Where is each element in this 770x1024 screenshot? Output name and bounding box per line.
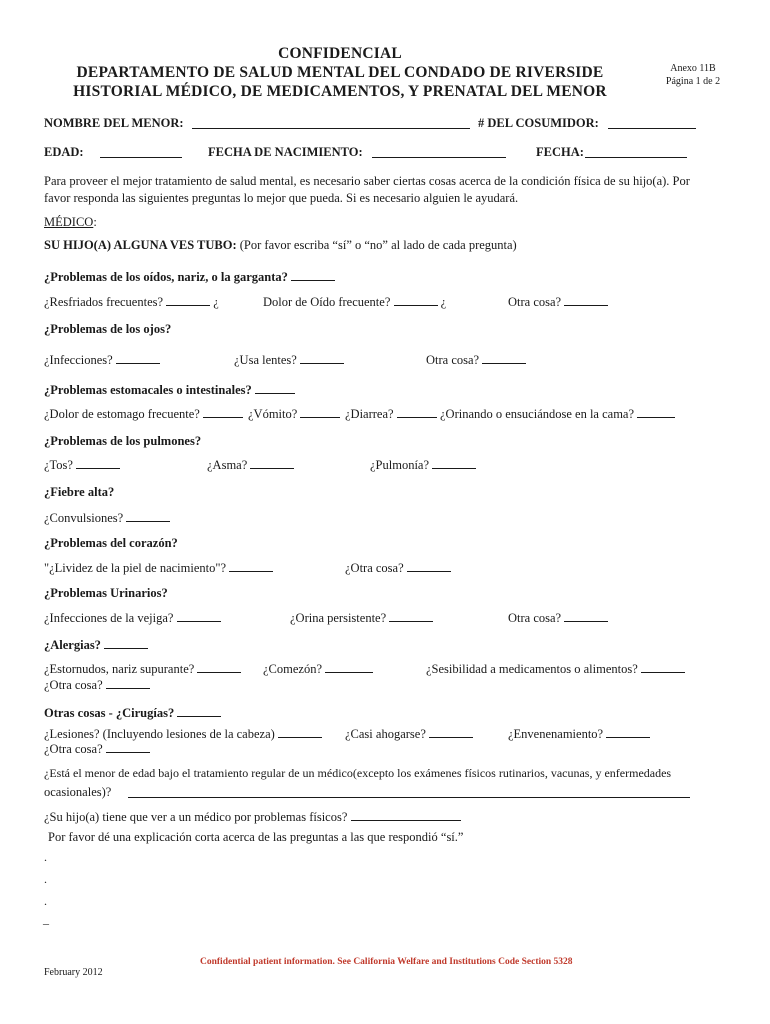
allergies-q2-answer[interactable] bbox=[325, 660, 373, 673]
other-q2: ¿Casi ahogarse? bbox=[345, 725, 473, 742]
heart-heading: ¿Problemas del corazón? bbox=[44, 536, 178, 550]
heart-q1: "¿Lividez de la piel de nacimiento"? bbox=[44, 559, 273, 576]
eyes-q2-answer[interactable] bbox=[300, 351, 344, 364]
lungs-heading: ¿Problemas de los pulmones? bbox=[44, 434, 202, 448]
heart-q2: ¿Otra cosa? bbox=[345, 559, 451, 576]
medical-heading: MÉDICO: bbox=[44, 215, 97, 229]
fever-q1: ¿Convulsiones? bbox=[44, 509, 170, 526]
stomach-q1: ¿Dolor de estomago frecuente? bbox=[44, 405, 243, 422]
blank-line-4[interactable]: _ bbox=[43, 912, 49, 926]
stomach-q3-answer[interactable] bbox=[397, 405, 437, 418]
other-q4-answer[interactable] bbox=[106, 740, 150, 753]
ent-q2: Dolor de Oído frecuente? ¿ bbox=[263, 295, 447, 309]
other-q1: ¿Lesiones? (Incluyendo lesiones de la cabeza) bbox=[44, 725, 322, 742]
other-q1-answer[interactable] bbox=[278, 725, 322, 738]
blank-line-1[interactable]: . bbox=[44, 850, 47, 864]
urinary-q2: ¿Orina persistente? bbox=[290, 609, 433, 626]
fever-q1-answer[interactable] bbox=[126, 509, 170, 522]
lungs-q1-answer[interactable] bbox=[76, 456, 120, 469]
consumer-field[interactable] bbox=[608, 116, 696, 129]
ent-q3: Otra cosa? bbox=[508, 293, 608, 310]
consumer-label: # DEL COSUMIDOR: bbox=[478, 116, 599, 130]
stomach-q2-answer[interactable] bbox=[300, 405, 340, 418]
stomach-q2: ¿Vómito? bbox=[248, 405, 340, 422]
ent-q3-answer[interactable] bbox=[564, 293, 608, 306]
allergies-q3: ¿Sesibilidad a medicamentos o alimentos? bbox=[426, 660, 685, 677]
ent-q2-answer[interactable] bbox=[394, 293, 438, 306]
urinary-q3: Otra cosa? bbox=[508, 609, 608, 626]
other-q3-answer[interactable] bbox=[606, 725, 650, 738]
other-q4: ¿Otra cosa? bbox=[44, 740, 150, 757]
fever-heading: ¿Fiebre alta? bbox=[44, 485, 115, 499]
stomach-q1-answer[interactable] bbox=[203, 405, 243, 418]
header-line2: DEPARTAMENTO DE SALUD MENTAL DEL CONDADO DE RIVERSIDE bbox=[76, 64, 604, 81]
doctor-question: ¿Está el menor de edad bajo el tratamiento regular de un médico(excepto los exámenes físicos rutinarios, vacunas, y enfermedades bbox=[44, 766, 672, 780]
heart-q2-answer[interactable] bbox=[407, 559, 451, 572]
eyes-q1: ¿Infecciones? bbox=[44, 351, 160, 368]
ent-q1-answer[interactable] bbox=[166, 293, 210, 306]
other-q2-answer[interactable] bbox=[429, 725, 473, 738]
urinary-q1-answer[interactable] bbox=[177, 609, 221, 622]
other-q3: ¿Envenenamiento? bbox=[508, 725, 650, 742]
instruction-line: SU HIJO(A) ALGUNA VES TUBO: (Por favor escriba “sí” o “no” al lado de cada pregunta) bbox=[44, 238, 517, 252]
age-field[interactable] bbox=[100, 145, 182, 158]
eyes-heading: ¿Problemas de los ojos? bbox=[44, 322, 172, 336]
stomach-q4-answer[interactable] bbox=[637, 405, 675, 418]
allergies-q3-answer[interactable] bbox=[641, 660, 685, 673]
dob-field[interactable] bbox=[372, 145, 506, 158]
lungs-q2: ¿Asma? bbox=[207, 456, 294, 473]
explain-prompt: Por favor dé una explicación corta acerca de las preguntas a las que respondió “sí.” bbox=[48, 830, 464, 844]
allergies-q4-answer[interactable] bbox=[106, 676, 150, 689]
physical-answer[interactable] bbox=[351, 808, 461, 821]
stomach-answer[interactable] bbox=[255, 381, 295, 394]
doctor-question-cont: ocasionales)? bbox=[44, 785, 112, 799]
allergies-q2: ¿Comezón? bbox=[263, 660, 373, 677]
eyes-q1-answer[interactable] bbox=[116, 351, 160, 364]
lungs-q2-answer[interactable] bbox=[250, 456, 294, 469]
confidential-footer: Confidential patient information. See California Welfare and Institutions Code Section 5328 bbox=[200, 957, 573, 967]
doctor-answer-line[interactable] bbox=[128, 797, 690, 798]
name-label: NOMBRE DEL MENOR: bbox=[44, 116, 184, 130]
heart-q1-answer[interactable] bbox=[229, 559, 273, 572]
allergies-q1: ¿Estornudos, nariz supurante? bbox=[44, 660, 241, 677]
eyes-q3-answer[interactable] bbox=[482, 351, 526, 364]
header-line1: CONFIDENCIAL bbox=[278, 45, 402, 62]
urinary-q3-answer[interactable] bbox=[564, 609, 608, 622]
eyes-q3: Otra cosa? bbox=[426, 351, 526, 368]
header-line3: HISTORIAL MÉDICO, DE MEDICAMENTOS, Y PRENATAL DEL MENOR bbox=[73, 83, 607, 100]
lungs-q3-answer[interactable] bbox=[432, 456, 476, 469]
date-field[interactable] bbox=[585, 145, 687, 158]
age-label: EDAD: bbox=[44, 145, 84, 159]
allergies-q4: ¿Otra cosa? bbox=[44, 676, 150, 693]
stomach-q4: ¿Orinando o ensuciándose en la cama? bbox=[440, 405, 675, 422]
lungs-q3: ¿Pulmonía? bbox=[370, 456, 476, 473]
dob-label: FECHA DE NACIMIENTO: bbox=[208, 145, 363, 159]
other-heading: Otras cosas - ¿Cirugías? bbox=[44, 704, 221, 721]
stomach-heading: ¿Problemas estomacales o intestinales? bbox=[44, 381, 295, 398]
lungs-q1: ¿Tos? bbox=[44, 456, 120, 473]
footer-date: February 2012 bbox=[44, 967, 103, 978]
allergies-heading: ¿Alergias? bbox=[44, 636, 148, 653]
ent-answer[interactable] bbox=[291, 268, 335, 281]
date-label: FECHA: bbox=[536, 145, 584, 159]
intro-paragraph: Para proveer el mejor tratamiento de salud mental, es necesario saber ciertas cosas acerca de la condición física de su hijo(a). Por favor responda las siguientes preguntas lo mejor que pueda. Si es necesario alguien le ayudará. bbox=[44, 174, 690, 205]
urinary-q1: ¿Infecciones de la vejiga? bbox=[44, 609, 221, 626]
urinary-q2-answer[interactable] bbox=[389, 609, 433, 622]
other-answer[interactable] bbox=[177, 704, 221, 717]
urinary-heading: ¿Problemas Urinarios? bbox=[44, 586, 168, 600]
stomach-q3: ¿Diarrea? bbox=[345, 405, 437, 422]
eyes-q2: ¿Usa lentes? bbox=[234, 351, 344, 368]
blank-line-2[interactable]: . bbox=[44, 872, 47, 886]
allergies-answer[interactable] bbox=[104, 636, 148, 649]
ent-heading: ¿Problemas de los oídos, nariz, o la garganta? bbox=[44, 268, 335, 285]
page-number: Página 1 de 2 bbox=[665, 76, 721, 87]
ent-q1: ¿Resfriados frecuentes? ¿ bbox=[44, 295, 219, 309]
allergies-q1-answer[interactable] bbox=[197, 660, 241, 673]
physical-question: ¿Su hijo(a) tiene que ver a un médico por problemas físicos? bbox=[44, 808, 461, 825]
name-field[interactable] bbox=[192, 116, 470, 129]
blank-line-3[interactable]: . bbox=[44, 894, 47, 908]
annex-label: Anexo 11B bbox=[670, 63, 716, 74]
